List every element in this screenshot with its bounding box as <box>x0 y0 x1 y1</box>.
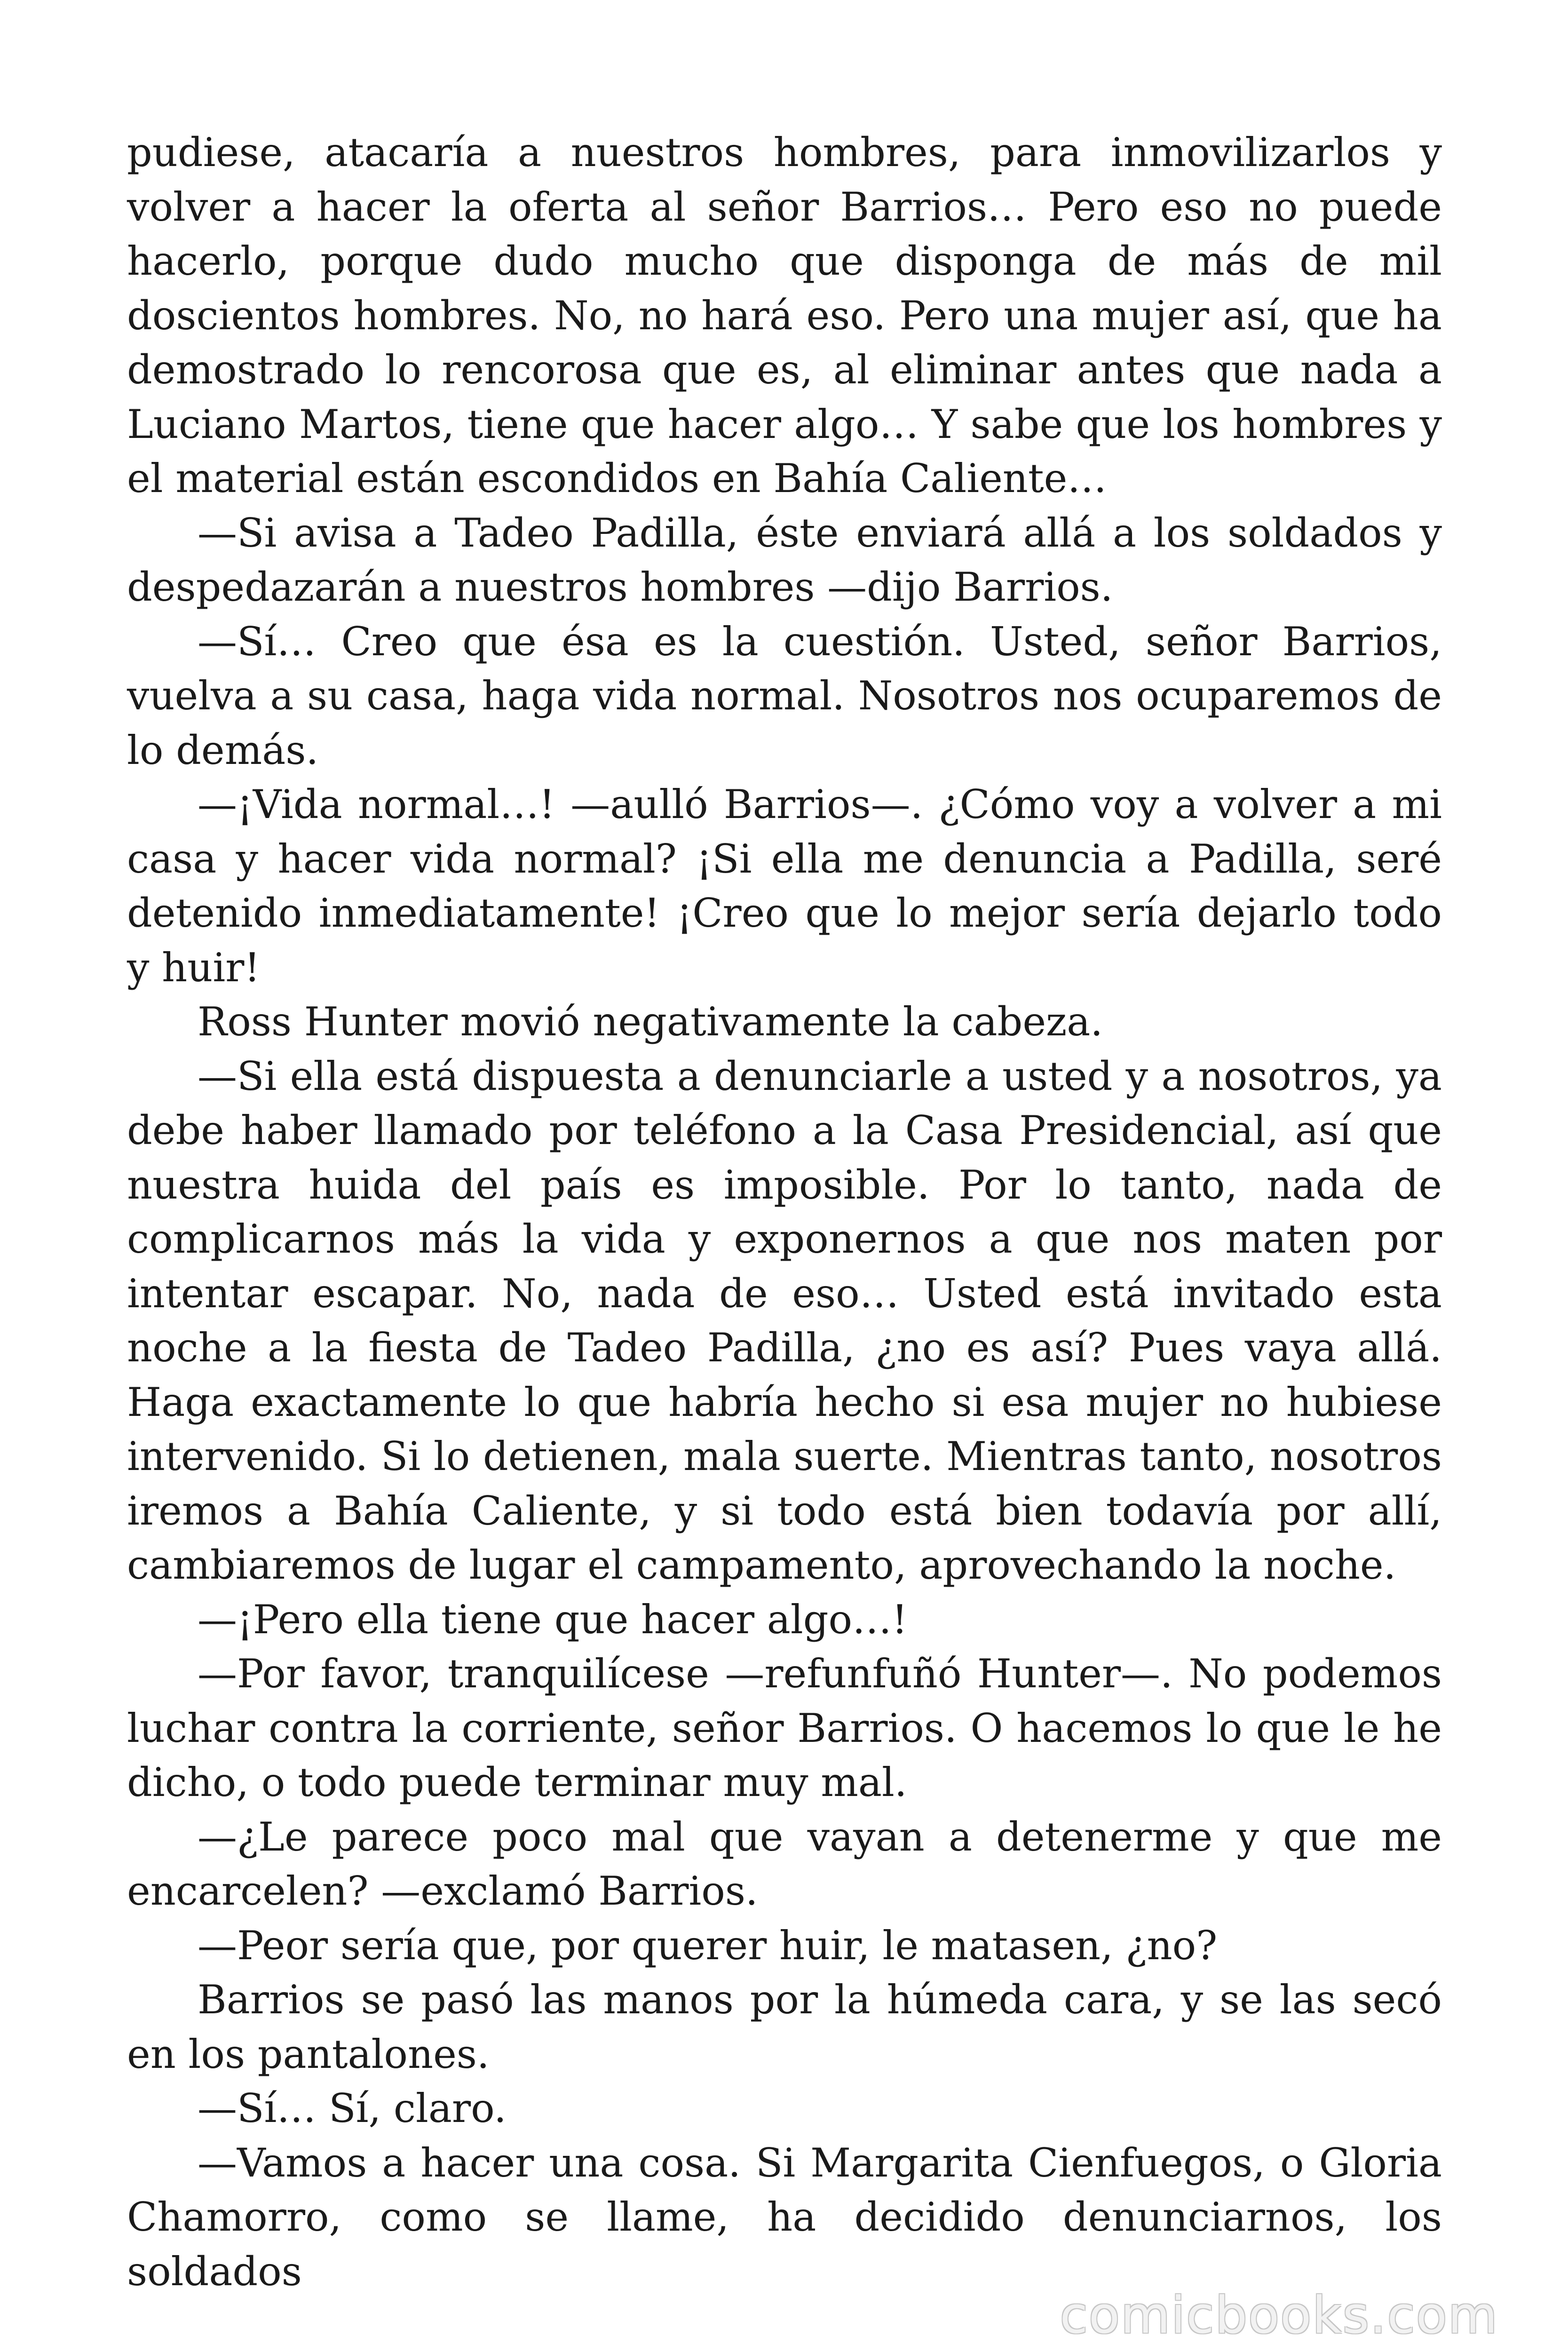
paragraph: pudiese, atacaría a nuestros hombres, para inmovilizarlos y volver a hacer la oferta al señor Barrios… Pero eso no puede hacerlo, porque dudo mucho que disponga de más de mil doscientos hombres. No, no hará eso. Pero una mujer así, que ha demostrado lo rencorosa que es, al eliminar antes que nada a Luciano Martos, tiene que hacer algo… Y sabe que los hombres y el material están escondidos en Bahía Caliente… <box>127 129 1442 501</box>
page-text <box>127 126 1442 2299</box>
paragraph: Barrios se pasó las manos por la húmeda cara, y se las secó en los pantalones. <box>127 1977 1442 2077</box>
paragraph: —¡Vida normal…! —aulló Barrios—. ¿Cómo voy a volver a mi casa y hacer vida normal? ¡Si ella me denuncia a Padilla, seré detenido inmediatamente! ¡Creo que lo mejor sería dejarlo todo y huir! <box>127 781 1442 991</box>
paragraph: —Vamos a hacer una cosa. Si Margarita Cienfuegos, o Gloria Chamorro, como se llame, ha decidido denunciarnos, los soldados <box>127 2139 1442 2295</box>
watermark: comicbooks.com <box>1060 2286 1498 2345</box>
paragraph: —Si ella está dispuesta a denunciarle a usted y a nosotros, ya debe haber llamado por teléfono a la Casa Presidencial, así que nuestra huida del país es imposible. Por lo tanto, nada de complicarnos más la vida y exponernos a que nos maten por intentar escapar. No, nada de eso… Usted está invitado esta noche a la fiesta de Tadeo Padilla, ¿no es así? Pues vaya allá. Haga exactamente lo que habría hecho si esa mujer no hubiese intervenido. Si lo detienen, mala suerte. Mientras tanto, nosotros iremos a Bahía Caliente, y si todo está bien todavía por allí, cambiaremos de lugar el campamento, aprovechando la noche. <box>127 1053 1442 1588</box>
paragraph: —Sí… Sí, claro. <box>198 2085 507 2131</box>
paragraph: —¡Pero ella tiene que hacer algo…! <box>198 1596 908 1643</box>
paragraph: —Por favor, tranquilícese —refunfuñó Hunter—. No podemos luchar contra la corriente, señor Barrios. O hacemos lo que le he dicho, o todo puede terminar muy mal. <box>127 1651 1442 1805</box>
paragraph: —¿Le parece poco mal que vayan a detenerme y que me encarcelen? —exclamó Barrios. <box>127 1813 1442 1914</box>
paragraph: —Si avisa a Tadeo Padilla, éste enviará allá a los soldados y despedazarán a nuestros hombres —dijo Barrios. <box>127 509 1442 610</box>
paragraph: —Peor sería que, por querer huir, le matasen, ¿no? <box>198 1922 1218 1969</box>
paragraph: Ross Hunter movió negativamente la cabeza. <box>198 999 1103 1045</box>
paragraph: —Sí… Creo que ésa es la cuestión. Usted, señor Barrios, vuelva a su casa, haga vida normal. Nosotros nos ocuparemos de lo demás. <box>127 618 1442 773</box>
